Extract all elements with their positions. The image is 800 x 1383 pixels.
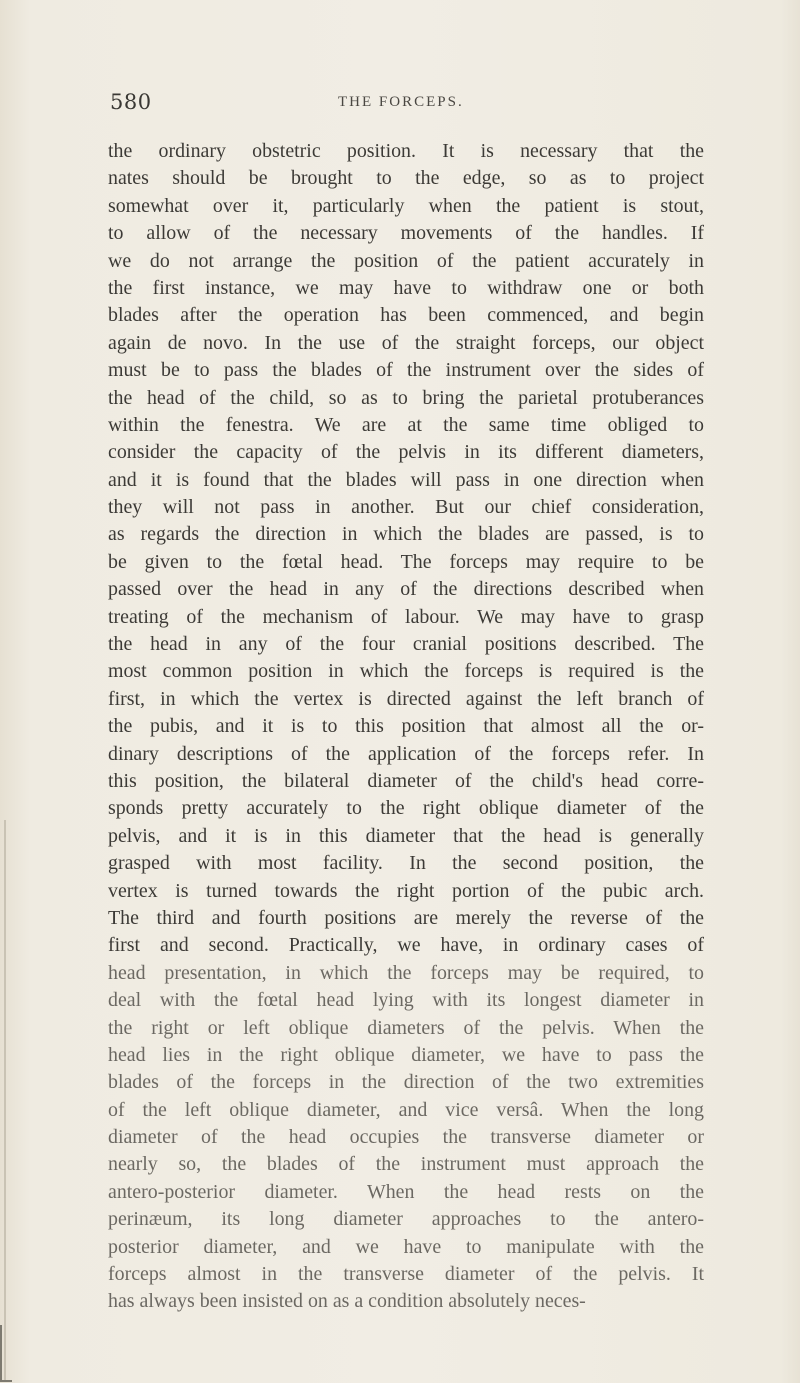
text-line: the head in any of the four cranial positions described. The	[108, 633, 704, 656]
text-line: they will not pass in another. But our chief consideration,	[108, 496, 704, 519]
text-line: to allow of the necessary movements of the handles. If	[108, 222, 704, 245]
text-line: head lies in the right oblique diameter, we have to pass the	[108, 1043, 704, 1066]
text-line: perinæum, its long diameter approaches to the antero-	[108, 1208, 704, 1231]
text-line: the pubis, and it is to this position that almost all the or-	[108, 715, 704, 738]
text-line: first, in which the vertex is directed against the left branch of	[108, 687, 704, 710]
page-header	[110, 90, 670, 124]
text-line: the right or left oblique diameters of the pelvis. When the	[108, 1016, 704, 1039]
text-line: and it is found that the blades will pass in one direction when	[108, 468, 704, 491]
text-line: antero-posterior diameter. When the head rests on the	[108, 1180, 704, 1203]
text-line: passed over the head in any of the directions described when	[108, 578, 704, 601]
text-line: the first instance, we may have to withdraw one or both	[108, 276, 704, 299]
text-line: must be to pass the blades of the instrument over the sides of	[108, 359, 704, 382]
text-line: The third and fourth positions are merely the reverse of the	[108, 906, 704, 929]
text-line: consider the capacity of the pelvis in its different diameters,	[108, 441, 704, 464]
text-line: of the left oblique diameter, and vice versâ. When the long	[108, 1098, 704, 1121]
text-line: this position, the bilateral diameter of the child's head corre-	[108, 769, 704, 792]
text-line: be given to the fœtal head. The forceps may require to be	[108, 550, 704, 573]
text-line: dinary descriptions of the application of the forceps refer. In	[108, 742, 704, 765]
text-line: has always been insisted on as a condition absolutely neces-	[108, 1290, 586, 1313]
page-number: 580	[110, 90, 152, 114]
text-line: treating of the mechanism of labour. We may have to grasp	[108, 605, 704, 628]
text-line: the ordinary obstetric position. It is necessary that the	[108, 140, 704, 162]
text-line: deal with the fœtal head lying with its longest diameter in	[108, 989, 704, 1012]
body-paragraph	[108, 138, 704, 1316]
text-line: posterior diameter, and we have to manipulate with the	[108, 1235, 704, 1258]
text-line: vertex is turned towards the right portion of the pubic arch.	[108, 879, 704, 902]
text-line: sponds pretty accurately to the right oblique diameter of the	[108, 797, 704, 820]
text-line: blades of the forceps in the direction of the two extremities	[108, 1071, 704, 1094]
text-line: nearly so, the blades of the instrument must approach the	[108, 1153, 704, 1176]
binding-shadow	[4, 820, 6, 1380]
running-head: THE FORCEPS.	[338, 94, 464, 110]
text-line: pelvis, and it is in this diameter that the head is generally	[108, 824, 704, 847]
text-line: we do not arrange the position of the patient accurately in	[108, 249, 704, 272]
text-line: forceps almost in the transverse diameter of the pelvis. It	[108, 1263, 704, 1286]
text-line: nates should be brought to the edge, so as to project	[108, 167, 704, 190]
text-line: as regards the direction in which the blades are passed, is to	[108, 523, 704, 546]
corner-mark	[0, 1325, 12, 1382]
text-line: grasped with most facility. In the second position, the	[108, 852, 704, 875]
text-line: the head of the child, so as to bring the parietal protuberances	[108, 386, 704, 409]
text-line: again de novo. In the use of the straight forceps, our object	[108, 331, 704, 354]
text-line: head presentation, in which the forceps may be required, to	[108, 961, 704, 984]
text-line: blades after the operation has been commenced, and begin	[108, 304, 704, 327]
text-line: first and second. Practically, we have, in ordinary cases of	[108, 934, 704, 957]
text-line: somewhat over it, particularly when the patient is stout,	[108, 194, 704, 217]
text-line: within the fenestra. We are at the same time obliged to	[108, 413, 704, 436]
text-line: most common position in which the forceps is required is the	[108, 660, 704, 683]
text-line: diameter of the head occupies the transverse diameter or	[108, 1126, 704, 1149]
